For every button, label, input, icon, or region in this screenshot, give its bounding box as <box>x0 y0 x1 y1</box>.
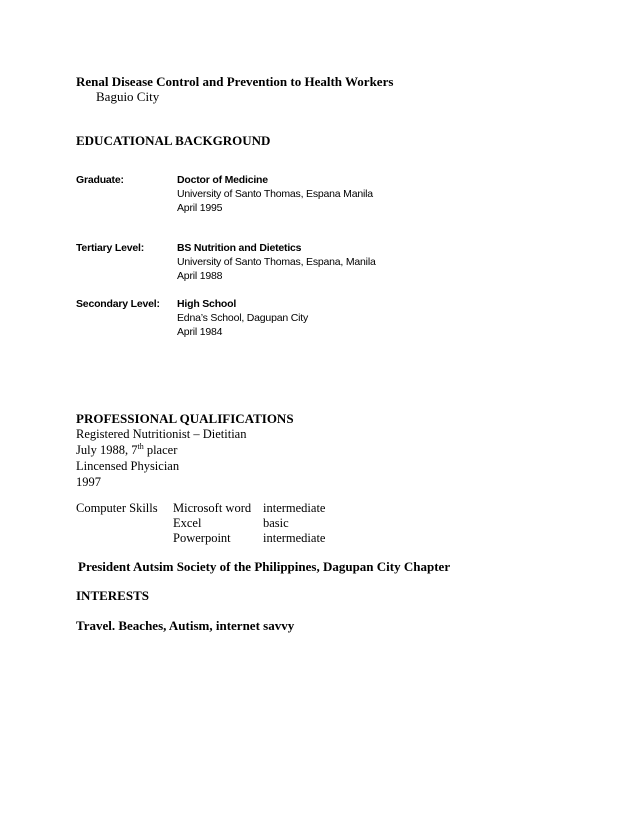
computer-skills-label: Computer Skills <box>76 501 158 515</box>
qualification-line: July 1988, 7th placer <box>76 441 178 457</box>
education-degree: Doctor of Medicine <box>177 174 268 186</box>
skill-level: intermediate <box>263 501 326 515</box>
qualification-line: Registered Nutritionist – Dietitian <box>76 427 247 441</box>
interests-heading: INTERESTS <box>76 588 149 603</box>
qualification-line: Lincensed Physician <box>76 459 180 473</box>
qualifications-heading: PROFESSIONAL QUALIFICATIONS <box>76 411 294 426</box>
interests-text: Travel. Beaches, Autism, internet savvy <box>76 618 295 633</box>
qualification-line: 1997 <box>76 475 101 489</box>
education-date: April 1995 <box>177 202 223 214</box>
education-degree: BS Nutrition and Dietetics <box>177 242 302 254</box>
education-level-label: Secondary Level: <box>76 298 160 310</box>
education-degree: High School <box>177 298 237 310</box>
education-heading: EDUCATIONAL BACKGROUND <box>76 133 271 148</box>
education-date: April 1984 <box>177 326 223 338</box>
skill-level: intermediate <box>263 531 326 545</box>
skill-name: Microsoft word <box>173 501 252 515</box>
education-level-label: Tertiary Level: <box>76 242 145 254</box>
skill-level: basic <box>263 516 289 530</box>
education-date: April 1988 <box>177 270 223 282</box>
education-school: University of Santo Thomas, Espana Manila <box>177 188 373 200</box>
course-title: Renal Disease Control and Prevention to Health Workers <box>76 74 394 89</box>
skill-name: Powerpoint <box>173 531 231 545</box>
organization-line: President Autsim Society of the Philippines, Dagupan City Chapter <box>78 559 451 574</box>
course-location: Baguio City <box>96 89 160 104</box>
skill-name: Excel <box>173 516 202 530</box>
education-school: University of Santo Thomas, Espana, Manila <box>177 256 376 268</box>
education-level-label: Graduate: <box>76 174 124 186</box>
education-school: Edna’s School, Dagupan City <box>177 312 308 324</box>
